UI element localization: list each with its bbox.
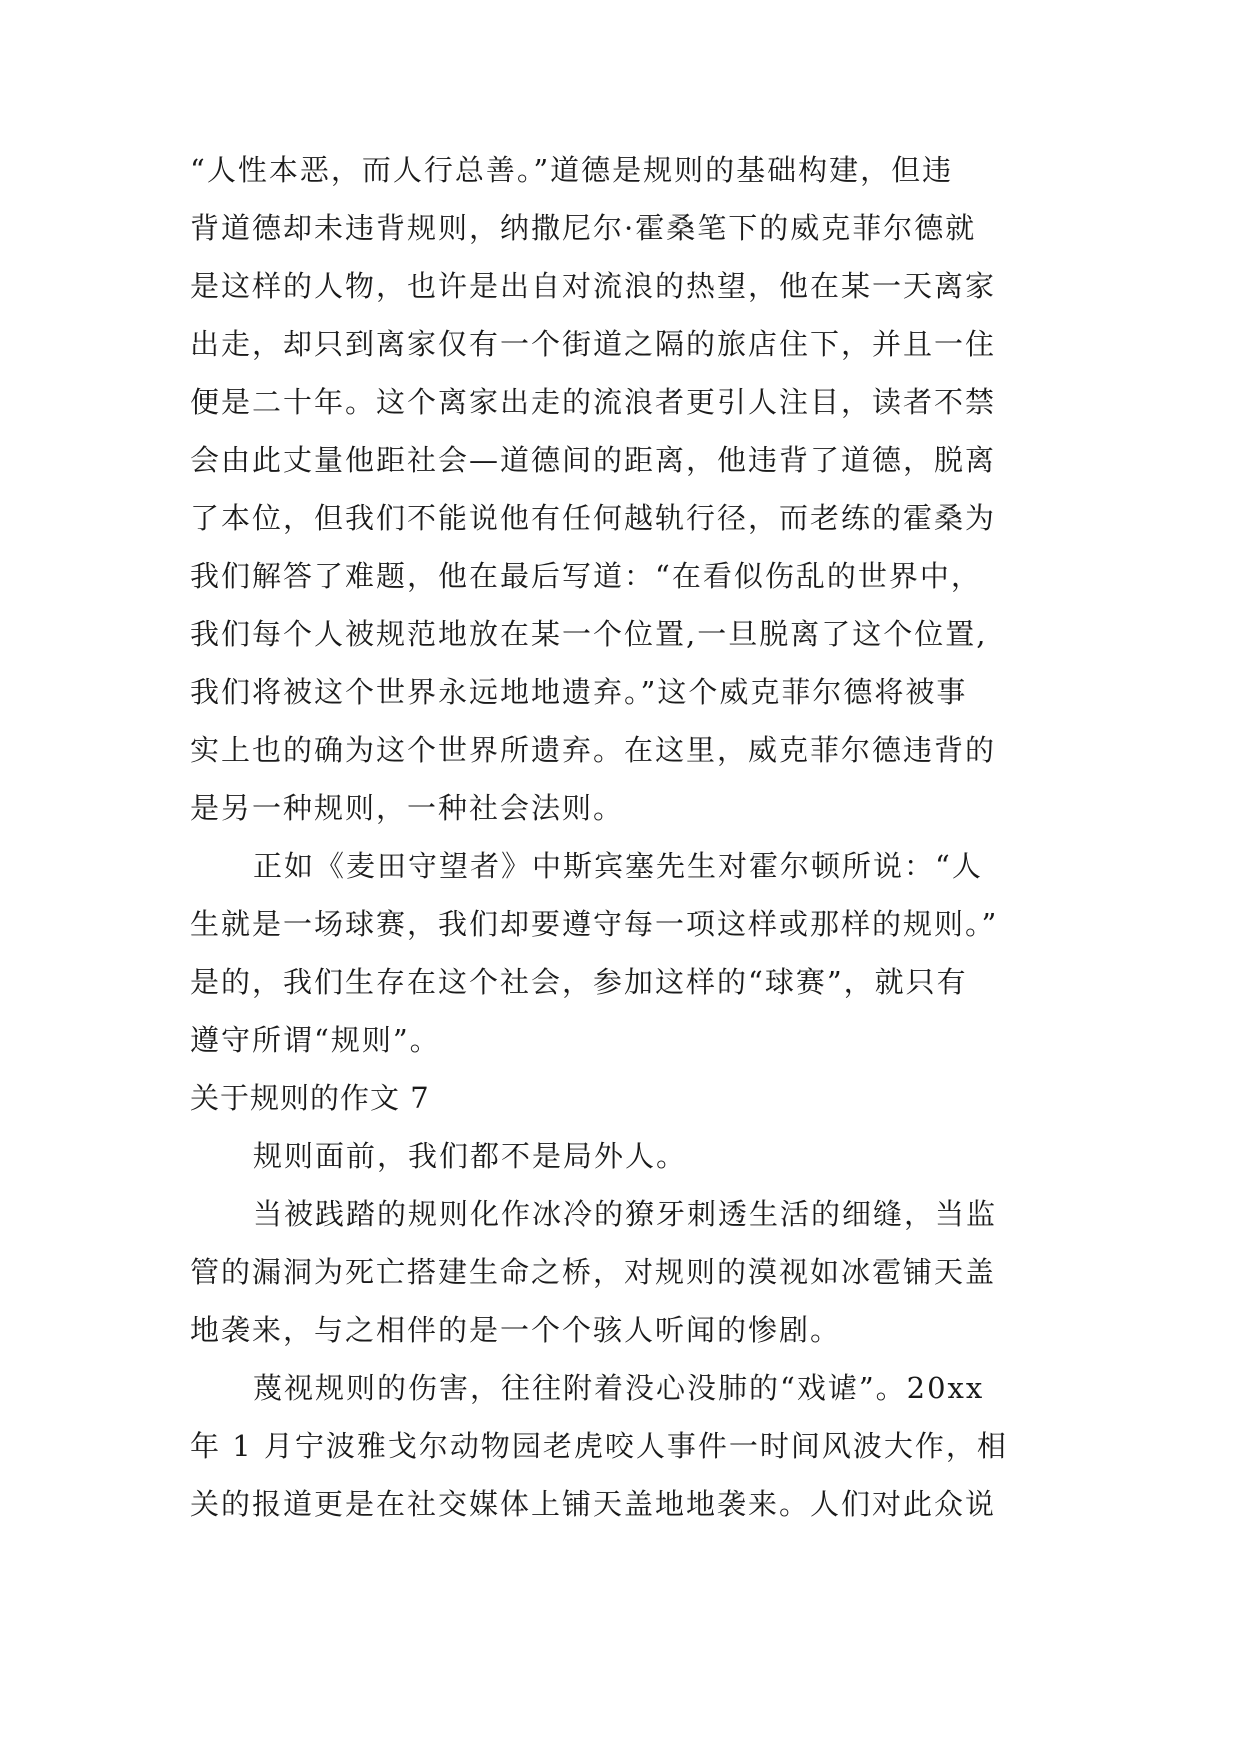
paragraph-line: 出走，却只到离家仅有一个街道之隔的旅店住下，并且一住	[190, 327, 997, 361]
paragraph-line: 遵守所谓“规则”。	[190, 1023, 441, 1057]
paragraph-line: 生就是一场球赛，我们却要遵守每一项这样或那样的规则。”	[190, 907, 999, 941]
paragraph-line: 年 1 月宁波雅戈尔动物园老虎咬人事件一时间风波大作，相	[190, 1429, 1008, 1463]
paragraph-line: 会由此丈量他距社会—道德间的距离，他违背了道德，脱离	[190, 443, 997, 477]
paragraph-line: 我们解答了难题，他在最后写道：“在看似伤乱的世界中，	[190, 559, 982, 593]
paragraph-line: 关的报道更是在社交媒体上铺天盖地地袭来。人们对此众说	[190, 1487, 997, 1521]
paragraph-line: 正如《麦田守望者》中斯宾塞先生对霍尔顿所说：“人	[253, 849, 983, 883]
paragraph-line: 我们每个人被规范地放在某一个位置,一旦脱离了这个位置,	[190, 617, 988, 651]
paragraph-line: 管的漏洞为死亡搭建生命之桥，对规则的漠视如冰雹铺天盖	[190, 1255, 997, 1289]
paragraph-line: “人性本恶，而人行总善。”道德是规则的基础构建，但违	[190, 153, 954, 187]
paragraph-line: 是这样的人物，也许是出自对流浪的热望，他在某一天离家	[190, 269, 997, 303]
paragraph-line: 蔑视规则的伤害，往往附着没心没肺的“戏谑”。20xx	[253, 1371, 985, 1405]
paragraph-line: 规则面前，我们都不是局外人。	[253, 1139, 688, 1173]
paragraph-line: 实上也的确为这个世界所遗弃。在这里，威克菲尔德违背的	[190, 733, 997, 767]
paragraph-line: 背道德却未违背规则，纳撒尼尔·霍桑笔下的威克菲尔德就	[190, 211, 977, 245]
paragraph-line: 当被践踏的规则化作冰冷的獠牙刺透生活的细缝，当监	[253, 1197, 998, 1231]
paragraph-line: 便是二十年。这个离家出走的流浪者更引人注目，读者不禁	[190, 385, 997, 419]
paragraph-line: 了本位，但我们不能说他有任何越轨行径，而老练的霍桑为	[190, 501, 997, 535]
paragraph-line: 是的，我们生存在这个社会，参加这样的“球赛”，就只有	[190, 965, 968, 999]
paragraph-line: 我们将被这个世界永远地地遗弃。”这个威克菲尔德将被事	[190, 675, 968, 709]
paragraph-line: 地袭来，与之相伴的是一个个骇人听闻的惨剧。	[190, 1313, 842, 1347]
paragraph-line: 是另一种规则，一种社会法则。	[190, 791, 625, 825]
section-heading: 关于规则的作文 7	[190, 1081, 430, 1115]
